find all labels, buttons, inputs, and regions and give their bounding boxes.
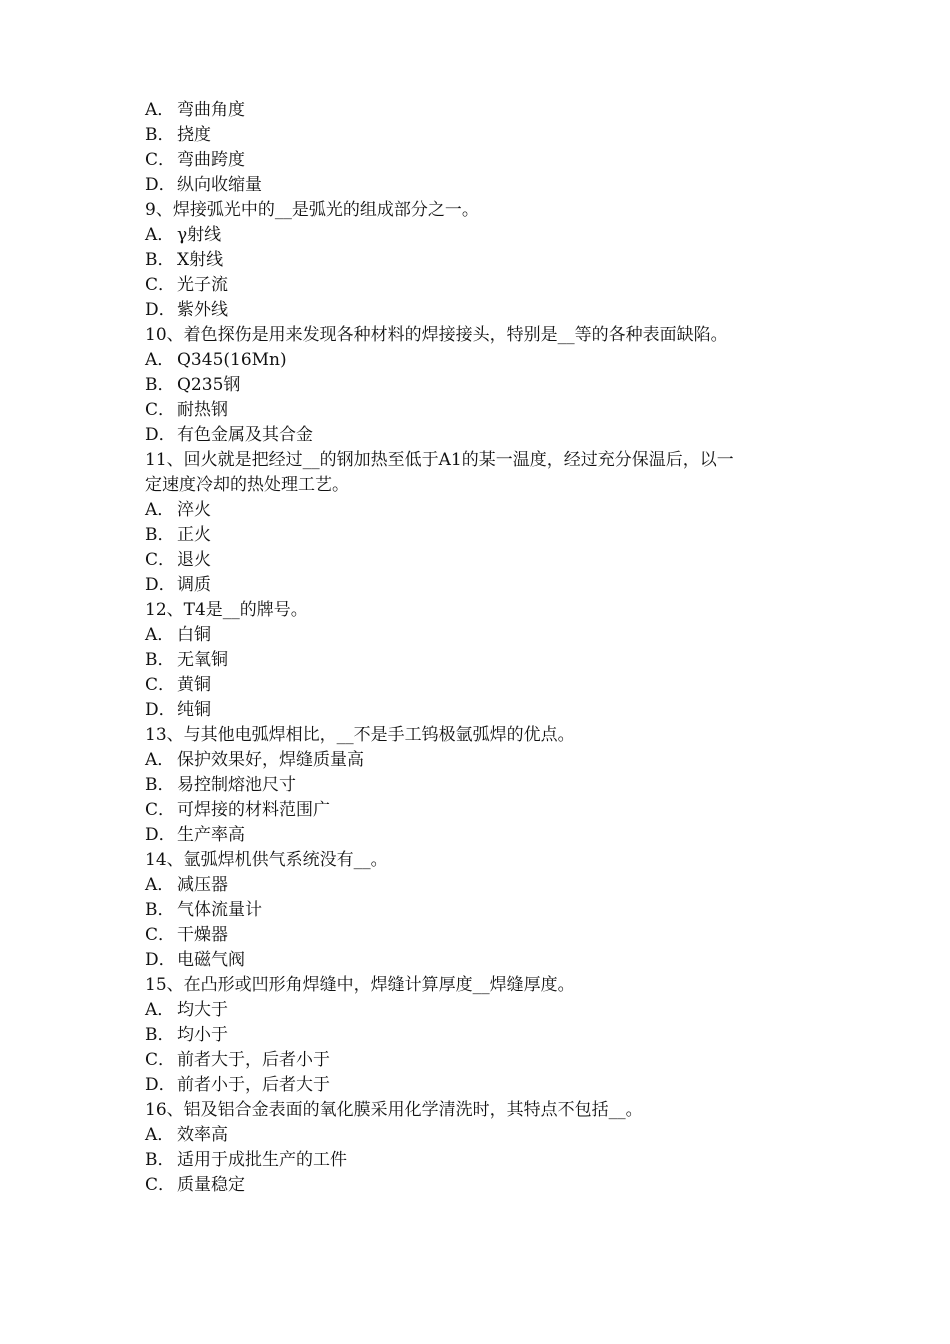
answer-option (145, 1123, 825, 1148)
option-text: X射线 (177, 250, 224, 270)
option-text: 纵向收缩量 (177, 175, 262, 195)
option-letter: C． (145, 925, 176, 945)
answer-option (145, 698, 825, 723)
answer-option (145, 373, 825, 398)
option-text: 纯铜 (177, 700, 211, 720)
answer-option (145, 873, 825, 898)
answer-option (145, 173, 825, 198)
option-letter: C． (145, 400, 176, 420)
option-letter: B． (145, 125, 175, 145)
question-text: 11、回火就是把经过__的钢加热至低于A1的某一温度，经过充分保温后，以一 (145, 450, 734, 470)
answer-option (145, 98, 825, 123)
answer-option (145, 398, 825, 423)
option-text: 前者小于，后者大于 (177, 1075, 330, 1095)
option-text: 挠度 (177, 125, 211, 145)
option-text: 弯曲跨度 (177, 150, 245, 170)
option-letter: C． (145, 550, 176, 570)
option-letter: C． (145, 150, 176, 170)
option-text: 均大于 (177, 1000, 228, 1020)
option-letter: D． (145, 825, 176, 845)
option-text: 黄铜 (177, 675, 211, 695)
answer-option (145, 223, 825, 248)
question-text: 14、氩弧焊机供气系统没有__。 (145, 850, 388, 870)
option-text: 可焊接的材料范围广 (177, 800, 330, 820)
answer-option (145, 548, 825, 573)
option-text: 紫外线 (177, 300, 228, 320)
option-letter: D． (145, 950, 176, 970)
question-text: 12、T4是__的牌号。 (145, 600, 308, 620)
answer-option (145, 748, 825, 773)
option-letter: B． (145, 250, 175, 270)
option-text: 退火 (177, 550, 211, 570)
option-text: 减压器 (177, 875, 228, 895)
option-letter: C． (145, 1050, 176, 1070)
option-text: γ射线 (177, 225, 222, 245)
option-letter: A． (145, 625, 175, 645)
option-text: 易控制熔池尺寸 (177, 775, 296, 795)
option-letter: C． (145, 1175, 176, 1195)
answer-option (145, 498, 825, 523)
answer-option (145, 948, 825, 973)
answer-option (145, 248, 825, 273)
question-text: 10、着色探伤是用来发现各种材料的焊接接头，特别是__等的各种表面缺陷。 (145, 325, 728, 345)
option-letter: B． (145, 1150, 175, 1170)
option-letter: A． (145, 225, 175, 245)
option-letter: D． (145, 175, 176, 195)
answer-option (145, 348, 825, 373)
answer-option (145, 648, 825, 673)
option-letter: C． (145, 275, 176, 295)
option-text: 白铜 (177, 625, 211, 645)
option-letter: C． (145, 675, 176, 695)
option-text: 电磁气阀 (177, 950, 245, 970)
option-text: 保护效果好，焊缝质量高 (177, 750, 364, 770)
option-letter: B． (145, 1025, 175, 1045)
option-letter: A． (145, 1125, 175, 1145)
option-letter: B． (145, 375, 175, 395)
option-text: 均小于 (177, 1025, 228, 1045)
option-text: 无氧铜 (177, 650, 228, 670)
option-letter: C． (145, 800, 176, 820)
option-text: 正火 (177, 525, 211, 545)
answer-option (145, 1148, 825, 1173)
question-text: 9、焊接弧光中的__是弧光的组成部分之一。 (145, 200, 479, 220)
answer-option (145, 773, 825, 798)
option-letter: D． (145, 575, 176, 595)
answer-option (145, 1173, 825, 1198)
answer-option (145, 148, 825, 173)
option-letter: D． (145, 1075, 176, 1095)
answer-option (145, 123, 825, 148)
option-letter: B． (145, 900, 175, 920)
option-text: 适用于成批生产的工件 (177, 1150, 347, 1170)
option-text: 调质 (177, 575, 211, 595)
answer-option (145, 1073, 825, 1098)
option-letter: D． (145, 425, 176, 445)
option-letter: A． (145, 100, 175, 120)
option-text: 质量稳定 (177, 1175, 245, 1195)
option-text: 有色金属及其合金 (177, 425, 313, 445)
answer-option (145, 898, 825, 923)
option-letter: A． (145, 500, 175, 520)
option-text: 气体流量计 (177, 900, 262, 920)
answer-option (145, 623, 825, 648)
option-letter: D． (145, 700, 176, 720)
question-text: 15、在凸形或凹形角焊缝中，焊缝计算厚度__焊缝厚度。 (145, 975, 575, 995)
question-text: 13、与其他电弧焊相比，__不是手工钨极氩弧焊的优点。 (145, 725, 575, 745)
option-letter: B． (145, 525, 175, 545)
answer-option (145, 298, 825, 323)
option-text: 效率高 (177, 1125, 228, 1145)
option-letter: A． (145, 750, 175, 770)
answer-option (145, 923, 825, 948)
answer-option (145, 673, 825, 698)
answer-option (145, 1023, 825, 1048)
option-text: Q235钢 (177, 375, 241, 395)
question-text: 16、铝及铝合金表面的氧化膜采用化学清洗时，其特点不包括__。 (145, 1100, 643, 1120)
question-text-continued: 定速度冷却的热处理工艺。 (145, 475, 349, 495)
option-text: 前者大于，后者小于 (177, 1050, 330, 1070)
option-letter: D． (145, 300, 176, 320)
option-text: 光子流 (177, 275, 228, 295)
option-letter: B． (145, 775, 175, 795)
answer-option (145, 523, 825, 548)
answer-option (145, 423, 825, 448)
option-text: 淬火 (177, 500, 211, 520)
option-text: Q345(16Mn) (177, 350, 287, 370)
option-text: 生产率高 (177, 825, 245, 845)
option-text: 耐热钢 (177, 400, 228, 420)
answer-option (145, 798, 825, 823)
answer-option (145, 998, 825, 1023)
option-letter: A． (145, 350, 175, 370)
answer-option (145, 823, 825, 848)
answer-option (145, 1048, 825, 1073)
answer-option (145, 273, 825, 298)
option-letter: A． (145, 875, 175, 895)
option-letter: B． (145, 650, 175, 670)
option-letter: A． (145, 1000, 175, 1020)
option-text: 弯曲角度 (177, 100, 245, 120)
answer-option (145, 573, 825, 598)
option-text: 干燥器 (177, 925, 228, 945)
question-list (145, 98, 825, 1198)
